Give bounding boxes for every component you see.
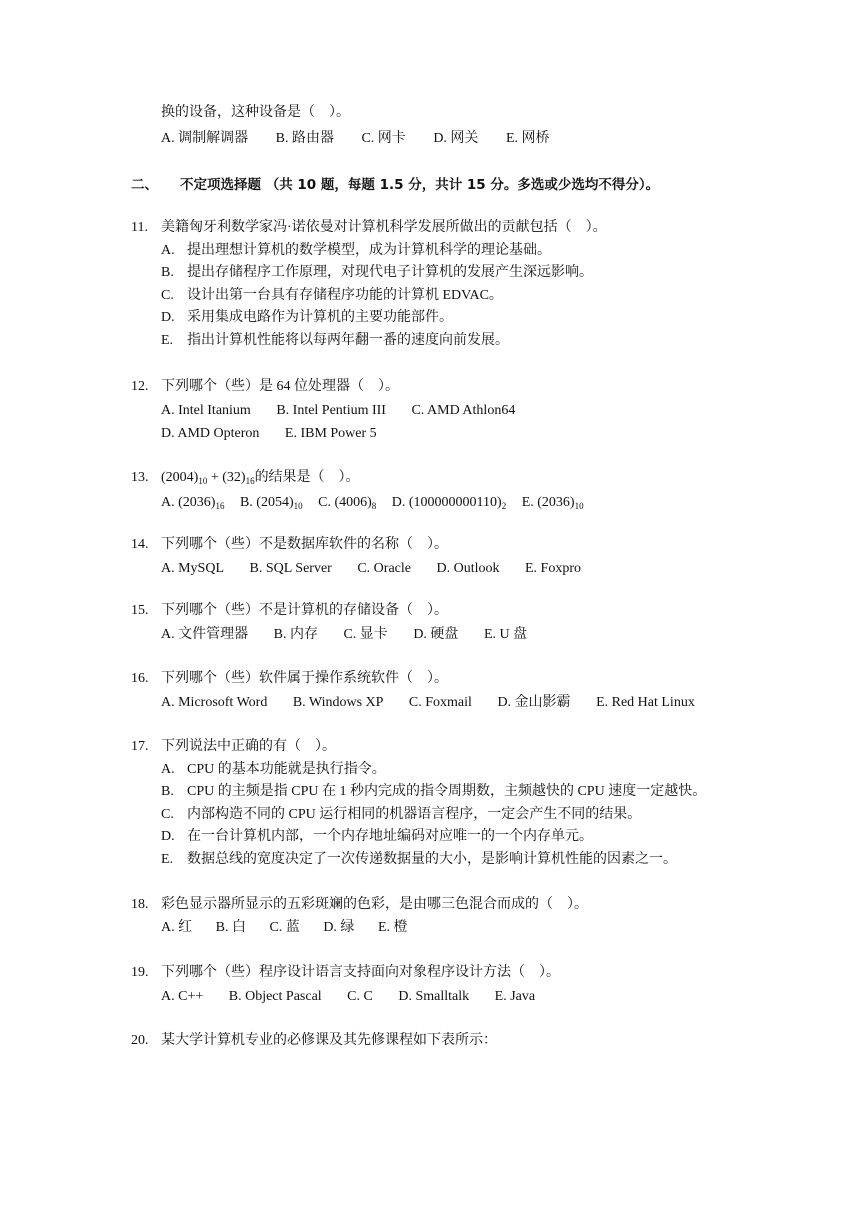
q15-option-b: B. 内存 xyxy=(273,627,318,642)
q12-options-row2 xyxy=(161,425,377,443)
q13-option-c: C. $(4006)_8$ xyxy=(318,495,377,511)
q13-option-e: E. $(2036)_{10}$ xyxy=(521,495,584,511)
q17-option-a-text: CPU 的基本功能就是执行指令。 xyxy=(187,762,386,777)
q10-stem-continuation: 换的设备，这种设备是（ ）。 xyxy=(161,105,350,120)
q11-option-c-text: 设计出第一台具有存储程序功能的计算机 EDVAC。 xyxy=(187,288,503,303)
q12-option-d: D. AMD Opteron xyxy=(161,426,260,441)
q13-stem-tail: 的结果是（ ）。 xyxy=(254,470,360,485)
q13-operand-2: + (32) xyxy=(207,470,246,485)
q15-option-c: C. 显卡 xyxy=(343,627,388,642)
q14-stem: 下列哪个（些）不是数据库软件的名称（ ）。 xyxy=(161,537,448,552)
q16-option-b: B. Windows XP xyxy=(292,695,384,710)
q17-option-e-text: 数据总线的宽度决定了一次传递数据量的大小，是影响计算机性能的因素之一。 xyxy=(187,852,677,867)
q17-stem: 下列说法中正确的有（ ）。 xyxy=(161,739,336,754)
q10-option-a: A. 调制解调器 xyxy=(161,131,249,146)
q13-stem xyxy=(161,469,360,487)
q18-option-d: D. 绿 xyxy=(323,920,355,935)
q19-options xyxy=(161,988,535,1006)
q12-option-a: A. Intel Itanium xyxy=(161,403,251,418)
q19-stem: 下列哪个（些）程序设计语言支持面向对象程序设计方法（ ）。 xyxy=(161,965,560,980)
q11-option-b-label: B. xyxy=(161,265,174,280)
q12-number: 12. xyxy=(131,379,149,394)
q11-option-c-label: C. xyxy=(161,288,174,303)
q11-option-e-text: 指出计算机性能将以每两年翻一番的速度向前发展。 xyxy=(187,333,509,348)
q13-operand-1-base: 10 xyxy=(198,476,208,486)
q16-option-c: C. Foxmail xyxy=(408,695,472,710)
q10-option-c: C. 网卡 xyxy=(361,131,406,146)
q18-option-c: C. 蓝 xyxy=(269,920,300,935)
q15-option-e: E. U 盘 xyxy=(483,627,528,642)
q19-option-e: E. Java xyxy=(494,989,536,1004)
q17-option-d-label: D. xyxy=(161,829,175,844)
q14-option-a: A. MySQL xyxy=(161,561,225,576)
q14-options xyxy=(161,560,581,578)
q14-option-e: E. Foxpro xyxy=(524,561,581,576)
q13-option-d: D. $(100000000110)_2$ xyxy=(391,495,507,511)
q17-option-e-label: E. xyxy=(161,852,174,867)
q16-option-a: A. Microsoft Word xyxy=(161,695,268,710)
q13-operand-1: (2004) xyxy=(161,470,199,485)
q16-stem: 下列哪个（些）软件属于操作系统软件（ ）。 xyxy=(161,671,448,686)
q14-number: 14. xyxy=(131,537,149,552)
q16-number: 16. xyxy=(131,671,149,686)
q10-options xyxy=(161,130,550,148)
q16-options xyxy=(161,694,695,712)
q14-option-d: D. Outlook xyxy=(436,561,500,576)
q10-option-e: E. 网桥 xyxy=(505,131,550,146)
q13-options xyxy=(161,494,584,512)
q18-stem: 彩色显示器所显示的五彩斑斓的色彩，是由哪三色混合而成的（ ）。 xyxy=(161,897,588,912)
q18-option-b: B. 白 xyxy=(215,920,246,935)
q13-option-b: B. $(2054)_{10}$ xyxy=(239,495,303,511)
q10-option-b: B. 路由器 xyxy=(275,131,334,146)
q17-option-a-label: A. xyxy=(161,762,175,777)
q18-options xyxy=(161,919,408,937)
q20-stem: 某大学计算机专业的必修课及其先修课程如下表所示： xyxy=(161,1033,497,1048)
q12-stem: 下列哪个（些）是 64 位处理器（ ）。 xyxy=(161,379,399,394)
q15-number: 15. xyxy=(131,603,149,618)
q16-option-d: D. 金山影霸 xyxy=(497,695,571,710)
q15-option-a: A. 文件管理器 xyxy=(161,627,249,642)
section-number: 二、 xyxy=(131,177,158,193)
q12-options-row1 xyxy=(161,402,515,420)
q12-option-e: E. IBM Power 5 xyxy=(284,426,377,441)
q11-stem: 美籍匈牙利数学家冯·诺依曼对计算机科学发展所做出的贡献包括（ ）。 xyxy=(161,220,607,235)
q12-option-c: C. AMD Athlon64 xyxy=(411,403,516,418)
q20-number: 20. xyxy=(131,1033,149,1048)
q16-option-e: E. Red Hat Linux xyxy=(596,695,695,710)
q17-option-d-text: 在一台计算机内部，一个内存地址编码对应唯一的一个内存单元。 xyxy=(187,829,593,844)
q11-option-a-text: 提出理想计算机的数学模型，成为计算机科学的理论基础。 xyxy=(187,243,551,258)
q14-option-b: B. SQL Server xyxy=(249,561,332,576)
q11-option-d-text: 采用集成电路作为计算机的主要功能部件。 xyxy=(187,310,453,325)
q10-option-d: D. 网关 xyxy=(433,131,479,146)
q11-option-e-label: E. xyxy=(161,333,174,348)
q13-number: 13. xyxy=(131,470,149,485)
q11-option-b-text: 提出存储程序工作原理，对现代电子计算机的发展产生深远影响。 xyxy=(187,265,593,280)
q14-option-c: C. Oracle xyxy=(357,561,411,576)
section-heading xyxy=(131,176,659,194)
q15-options xyxy=(161,626,527,644)
q12-option-b: B. Intel Pentium III xyxy=(276,403,386,418)
q17-option-b-text: CPU 的主频是指 CPU 在 1 秒内完成的指令周期数，主频越快的 CPU 速度一定越快。 xyxy=(187,784,707,799)
q19-option-d: D. Smalltalk xyxy=(398,989,470,1004)
q19-option-b: B. Object Pascal xyxy=(228,989,322,1004)
q17-number: 17. xyxy=(131,739,149,754)
q19-option-a: A. C++ xyxy=(161,989,204,1004)
q18-number: 18. xyxy=(131,897,149,912)
q19-option-c: C. C xyxy=(347,989,373,1004)
q17-option-c-label: C. xyxy=(161,807,174,822)
q13-operand-2-base: 16 xyxy=(245,476,255,486)
q15-option-d: D. 硬盘 xyxy=(413,627,459,642)
q17-option-b-label: B. xyxy=(161,784,174,799)
q11-option-d-label: D. xyxy=(161,310,175,325)
q18-option-a: A. 红 xyxy=(161,920,193,935)
q19-number: 19. xyxy=(131,965,149,980)
q18-option-e: E. 橙 xyxy=(377,920,408,935)
q15-stem: 下列哪个（些）不是计算机的存储设备（ ）。 xyxy=(161,603,448,618)
q17-option-c-text: 内部构造不同的 CPU 运行相同的机器语言程序，一定会产生不同的结果。 xyxy=(187,807,642,822)
q13-option-a: A. $(2036)_{16}$ xyxy=(161,495,225,511)
q11-number: 11. xyxy=(131,220,148,235)
q11-option-a-label: A. xyxy=(161,243,175,258)
section-title: 不定项选择题 （共 10 题，每题 1.5 分，共计 15 分。多选或少选均不得分）。 xyxy=(180,177,660,193)
